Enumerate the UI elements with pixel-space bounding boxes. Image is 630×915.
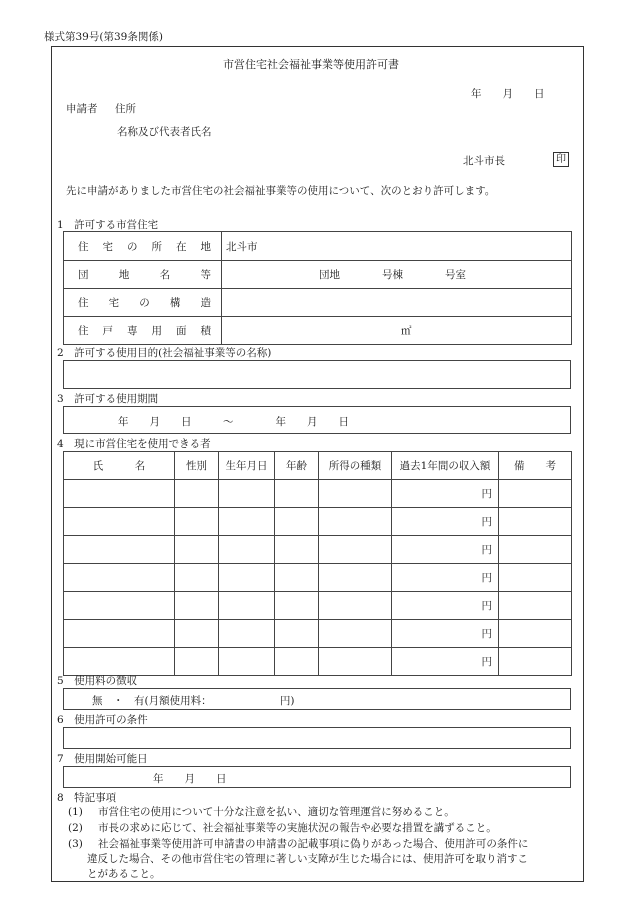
income-amount-cell[interactable]: 円 (392, 648, 499, 676)
document-title: 市営住宅社会福祉事業等使用許可書 (223, 58, 399, 71)
table-cell[interactable] (175, 592, 219, 620)
table-cell[interactable] (499, 564, 572, 592)
table-cell[interactable] (499, 592, 572, 620)
table-cell[interactable] (219, 536, 275, 564)
table-cell[interactable] (275, 648, 319, 676)
purpose-box[interactable] (63, 360, 571, 389)
table-cell[interactable] (219, 564, 275, 592)
col-sex-header: 性別 (175, 452, 219, 480)
note-number: (2) (68, 822, 83, 834)
table-cell[interactable] (175, 564, 219, 592)
housing-row (64, 289, 572, 317)
table-cell[interactable] (175, 480, 219, 508)
section1-heading: 1 許可する市営住宅 (57, 219, 159, 231)
income-amount-cell[interactable]: 円 (392, 592, 499, 620)
intro-text: 先に申請がありました市営住宅の社会福祉事業等の使用について、次のとおり許可します。 (66, 185, 496, 197)
table-cell[interactable] (219, 620, 275, 648)
col-age-header: 年齢 (275, 452, 319, 480)
table-row (64, 508, 572, 536)
issue-date: 年 月 日 (471, 88, 545, 100)
section4-heading: 4 現に市営住宅を使用できる者 (57, 438, 211, 450)
section5-heading: 5 使用料の徴収 (57, 675, 138, 687)
table-cell[interactable] (219, 480, 275, 508)
col-income-type-header: 所得の種類 (319, 452, 392, 480)
table-cell[interactable] (275, 508, 319, 536)
income-amount-cell[interactable]: 円 (392, 536, 499, 564)
col-remarks-header: 備 考 (499, 452, 572, 480)
name-label: 名称及び代表者氏名 (117, 126, 212, 138)
complex-name-label: 団地名等 (64, 261, 222, 289)
income-amount-cell[interactable]: 円 (392, 480, 499, 508)
section6-heading: 6 使用許可の条件 (57, 714, 148, 726)
table-cell[interactable] (319, 592, 392, 620)
form-number: 様式第39号(第39条関係) (44, 31, 163, 43)
housing-table (63, 231, 572, 345)
area-label: 住戸専用面積 (64, 317, 222, 345)
period-value: 年 月 日 ～ 年 月 日 (118, 416, 349, 428)
housing-row (64, 317, 572, 345)
table-row (64, 592, 572, 620)
table-cell[interactable] (64, 508, 175, 536)
address-label: 住所 (115, 103, 136, 115)
table-cell[interactable] (499, 620, 572, 648)
fee-box[interactable] (63, 688, 571, 710)
location-value[interactable]: 北斗市 (222, 232, 572, 261)
housing-row (64, 232, 572, 261)
period-box[interactable] (63, 406, 571, 434)
table-cell[interactable] (319, 508, 392, 536)
structure-value[interactable] (222, 289, 572, 317)
table-cell[interactable] (64, 648, 175, 676)
table-row (64, 564, 572, 592)
col-income-amount-header: 過去1年間の収入額 (392, 452, 499, 480)
section2-heading: 2 許可する使用目的(社会福祉事業等の名称) (57, 347, 272, 359)
note-text: 市営住宅の使用について十分な注意を払い、適切な管理運営に努めること。 (98, 806, 455, 818)
table-cell[interactable] (175, 648, 219, 676)
applicant-label: 申請者 (66, 103, 98, 115)
table-cell[interactable] (499, 508, 572, 536)
table-row (64, 480, 572, 508)
area-value[interactable]: ㎡ (222, 317, 572, 345)
table-row (64, 536, 572, 564)
housing-row (64, 261, 572, 289)
table-cell[interactable] (175, 536, 219, 564)
note-text-continued: 違反した場合、その他市営住宅の管理に著しい支障が生じた場合には、使用許可を取り消すこ (87, 853, 528, 865)
table-cell[interactable] (319, 536, 392, 564)
income-amount-cell[interactable]: 円 (392, 508, 499, 536)
complex-name-value[interactable]: 団地 号棟 号室 (222, 261, 572, 289)
table-cell[interactable] (275, 620, 319, 648)
table-cell[interactable] (64, 480, 175, 508)
col-birthdate-header: 生年月日 (219, 452, 275, 480)
col-name-header: 氏 名 (64, 452, 175, 480)
table-cell[interactable] (499, 480, 572, 508)
section8-heading: 8 特記事項 (57, 792, 117, 804)
note-number: (3) (68, 838, 83, 850)
table-header-row (64, 452, 572, 480)
table-cell[interactable] (275, 480, 319, 508)
note-text: 社会福祉事業等使用許可申請書の申請書の記載事項に偽りがあった場合、使用許可の条件に (98, 838, 529, 850)
table-cell[interactable] (319, 648, 392, 676)
note-text: 市長の求めに応じて、社会福祉事業等の実施状況の報告や必要な措置を講ずること。 (98, 822, 497, 834)
start-date-box[interactable] (63, 766, 571, 788)
conditions-box[interactable] (63, 727, 571, 749)
seal-mark: 印 (553, 152, 569, 167)
table-cell[interactable] (64, 592, 175, 620)
table-cell[interactable] (175, 620, 219, 648)
section7-heading: 7 使用開始可能日 (57, 753, 148, 765)
table-cell[interactable] (219, 508, 275, 536)
table-cell[interactable] (499, 648, 572, 676)
table-cell[interactable] (275, 536, 319, 564)
table-cell[interactable] (275, 592, 319, 620)
table-row (64, 648, 572, 676)
table-cell[interactable] (64, 564, 175, 592)
note-number: (1) (68, 806, 83, 818)
note-text-continued: とがあること。 (87, 868, 161, 880)
table-cell[interactable] (499, 536, 572, 564)
issuer-name: 北斗市長 (463, 155, 505, 167)
table-cell[interactable] (219, 648, 275, 676)
section3-heading: 3 許可する使用期間 (57, 393, 159, 405)
table-cell[interactable] (64, 536, 175, 564)
fee-value: 無 ・ 有(月額使用料： 円) (92, 695, 295, 707)
table-cell[interactable] (319, 620, 392, 648)
start-date-value: 年 月 日 (153, 773, 227, 785)
table-row (64, 620, 572, 648)
table-cell[interactable] (275, 564, 319, 592)
structure-label: 住宅の構造 (64, 289, 222, 317)
location-label: 住宅の所在地 (64, 232, 222, 261)
table-cell[interactable] (219, 592, 275, 620)
income-amount-cell[interactable]: 円 (392, 620, 499, 648)
table-cell[interactable] (319, 564, 392, 592)
table-cell[interactable] (175, 508, 219, 536)
table-cell[interactable] (64, 620, 175, 648)
occupants-table (63, 451, 572, 676)
income-amount-cell[interactable]: 円 (392, 564, 499, 592)
table-cell[interactable] (319, 480, 392, 508)
